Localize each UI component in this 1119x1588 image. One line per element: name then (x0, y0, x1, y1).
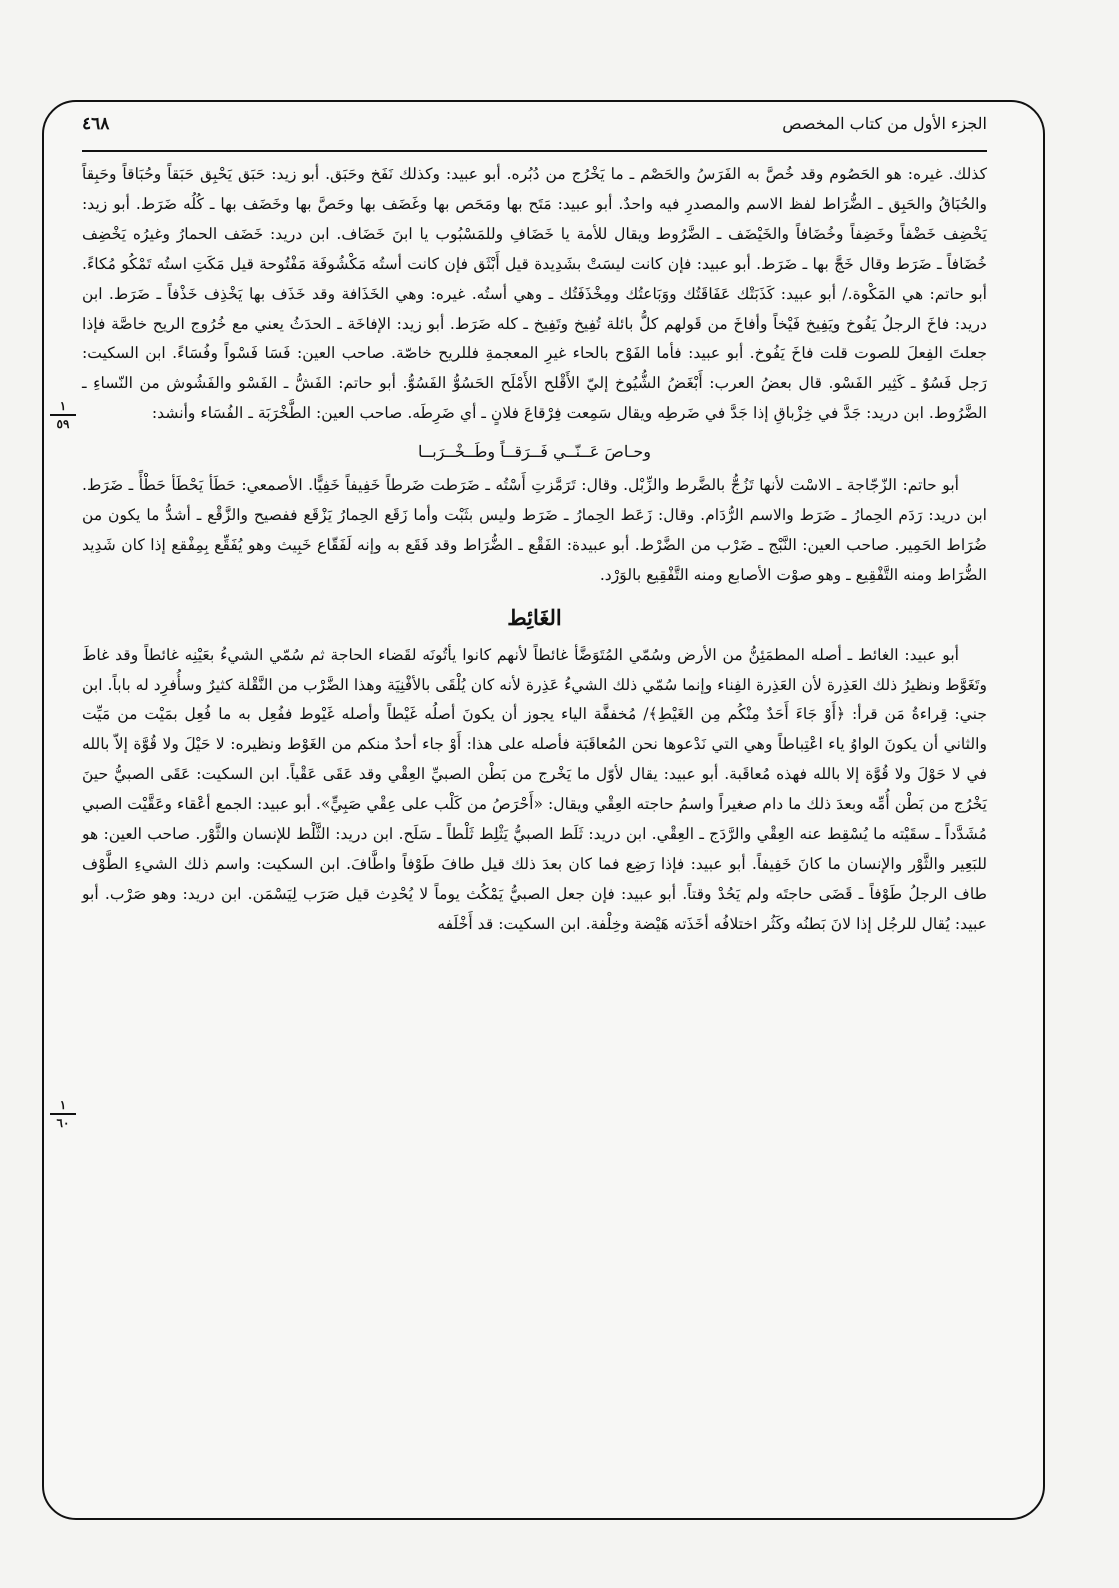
margin-note-bar (50, 1113, 76, 1115)
margin-note-top: ١ (59, 399, 67, 413)
margin-note-bottom: ٦٠ (56, 1116, 70, 1130)
page-header (82, 108, 987, 148)
header-divider (82, 150, 987, 152)
margin-note-bottom: ٥٩ (56, 417, 70, 431)
page-number: ٤٦٨ (82, 114, 110, 134)
poetry-verse: وحـاصَ عَــنّــي فَــرَقــاً وطَــخْــرَبــا (417, 442, 652, 462)
margin-note-folio-60 (50, 1099, 76, 1129)
paragraph-3: أبو عبيد: الغائط ـ أصله المطمَئِنُّ من الأرض وسُمّي المُتَوَضَّأ غائطاً لأنهم كانوا يأتُونَه لقَضاء الحاجة ثم سُمّي الشيءُ بعَيْنِه غائطاً وقد غاطَ وتَغَوَّط ونظيرُ ذلك العَذِرة لأن العَذِرة الفِناء وإنما سُمّي ذلك الشيءُ عَذِرة لأنه كان يُلْقَى بالأفْنِيَة وهذا الضَّرْب من النَّقْلة كثيرٌ وسأُفرِد له باباً. ابن جني: قِراءةُ مَن قرأ: ﴿أَوْ جَاءَ أَحَدٌ مِنْكُم مِن الغَيْطِ﴾/ مُخففَّة الياء يجوز أن يكونَ أصلُه غَيْطاً وأصله غَيْوط ففُعِل به ما فُعِل بمَيْت من مَيِّت والثاني أن يكونَ الواوُ ياء اعْتِباطاً وهي التي نَدْعوها نحن المُعاقَبَة فأصله على هذا: أَوْ جاء أحدٌ منكم من الغَوْط ونظيره: لا حَيْلَ ولا قُوَّة إلاّ بالله في لا حَوْلَ ولا قُوَّة إلا بالله فهذه مُعاقَبة. أبو عبيد: يقال لأوّل ما يَخْرج من بَطْن الصبيِّ العِقْي وقد عَقَى عَقْياً. ابن السكيت: عَقَى الصبيُّ حينَ يَخْرُج من بَطْن أُمِّه وبعدَ ذلك ما دام صغيراً واسمُ حاجته العِقْي ويقال: «أَحْرَصُ من كَلْب على عِقْي صَبِيٍّ». أبو عبيد: الجمع أعْقاء وعَقَّيْت الصبي مُشَدَّداً ـ سقَيْته ما يُسْقِط عنه العِقْي والرَّدَج ـ العِقْي. ابن دريد: ثَلَط الصبيُّ يَثْلِط ثَلْطاً ـ سَلَح. ابن دريد: الثَّلْط للإنسان والثَّوْر. صاحب العين: هو للبَعِير والثَّوْر والإنسان ما كانَ خَفِيفاً. أبو عبيد: فإذا رَضِع فما كان بعدَ ذلك قيل طافَ طَوْفاً واطَّافَ. ابن السكيت: واسم ذلك الشيءِ الطَّوْف طاف الرجلُ طَوْفاً ـ قَضَى حاجتَه ولم يَحُدْ وقتاً. أبو عبيد: فإن جعل الصبيُّ يَمْكُث يوماً لا يُحْدِث قيل صَرَب لِيَسْمَن. ابن دريد: وهو صَرْب. أبو عبيد: يُقال للرجُل إذا لانَ بَطنُه وكَثُر اختلافُه أخَذَته هَيْضة وخِلْفة. ابن السكيت: قد أَخْلَفه (82, 645, 987, 933)
page-body (82, 160, 987, 940)
paragraph-2: أبو حاتم: الزّجّاجة ـ الاسْت لأنها تَزُجُّ بالضَّرط والزِّبْل. وقال: تَرَمَّزتِ أَسْتُه ـ ضَرَطت ضَرطاً خَفِيفاً خَفِيًّا. الأصمعي: حَطَأ يَحْطَأ حَطْأً ـ ضَرَط. ابن دريد: رَدَم الحِمارُ ـ ضَرَط والاسم الرُّدَام. وقال: زَعَط الحِمارُ ـ ضَرَط وليس بثَبْت وأما زَقَع الحِمارُ يَزْقَع ففصيح والزَّقْع ـ أشدُّ ما يكون من ضُرَاط الحَمِير. صاحب العين: النَّبْج ـ ضَرْب من الضَّرْط. أبو عبيدة: الفَقْع ـ الضُّرَاط وقد فَقَع به وإنه لَفَقّاع خَبِيث وهو يُفَقِّع بِمِفْقع إذا كان شَدِيد الضُّرَاط ومنه التَّفْقِيع ـ وهو صوْت الأصابع ومنه التَّفْقِيع بالوَرْد. (82, 476, 987, 584)
book-title: الجزء الأول من كتاب المخصص (782, 114, 987, 133)
paragraph-1: كذلك. غيره: هو الحَصُوم وقد خُصَّ به الفَرَسُ والحَصْم ـ ما يَخْرُج من دُبُره. أبو عبيد: وكذلك نَفَخ وحَبَق. أبو زيد: حَبَق يَحْبِق حَبَقاً وحُبَاقاً وحَبِقاً والحُبَاقُ والحَبِق ـ الضُّرَاط لفظ الاسم والمصدرِ فيه واحدٌ. أبو عبيد: مَتَح بها ومَحَص بها وغَضَف بها وحَصَّ بها وخَضَف بها ـ كُلُه ضَرَط. أبو زيد: يَخْضِف خَضْفاً وخَضِفاً وخُضَافاً والخَيْضَف ـ الضَّرُوط ويقال للأمة يا خَضَافِ وللمَسْبُوب يا ابنَ خَضَاف. ابن دريد: خَضَف الحمارُ وغيرُه يَخْضِف خُضَافاً ـ ضَرَط وقال خَجَّ بها ـ ضَرَط. أبو عبيد: فإن كانت ليسَتْ بشَدِيدة قيل أَبْثَق فإن كانت أستُه مَكْشُوفَة مَفْتُوحة قيل مَكَتِ استُه تَمْكُو مُكاءً. أبو حاتم: هي المَكْوة./ أبو عبيد: كَذَبَتْك عَفَاقَتُك ووَبَاعتُك ومِخْذَفَتُك ـ وهي أستُه. غيره: وهي الخَذَافة وقد خَذَف بها يَخْذِف خَذْفاً ـ ضَرَط. ابن دريد: فاخَ الرجلُ يَفُوخ ويَفِيخ فَيْخاً وأفاخَ من قَولهم كلُّ بائلة تُفِيخ وتَفِيخ ـ كله ضَرَط. أبو زيد: الإفاخَة ـ الحدَثُ يعني مع خُرُوج الريح خاصَّة فإذا جعلتَ الفِعلَ للصوت قلت فاخَ يَفُوخ. أبو عبيد: فأما الفَوْح بالحاء غيرِ المعجمةِ فللريح خاصّة. صاحب العين: فَسَا فَسْواً وفُسَاءً. ابن السكيت: رَجل فَسُوٌ ـ كَثِير الفَسْو. قال بعضُ العرب: أَبْغَضُ الشُّيُوخ إليّ الأَقْلح الأَمْلَح الحَسُوُّ الفَسُوُّ. أبو حاتم: الفَشُّ ـ الفَسْو والفَشُوش من النّساءِ ـ الضَّرُوط. ابن دريد: جَدَّ في خِزْباقِ إذا جَدَّ في ضَرطِه ويقال سَمِعت فِرْقاعَ فلانٍ ـ أي ضَرِطَه. صاحب العين: الطَّخْرَبَة ـ الفُسَاء وأنشد: (82, 165, 987, 423)
margin-note-folio-59 (50, 400, 76, 430)
section-heading: الغَائِط (507, 604, 562, 630)
margin-note-top: ١ (59, 1098, 67, 1112)
margin-note-bar (50, 414, 76, 416)
